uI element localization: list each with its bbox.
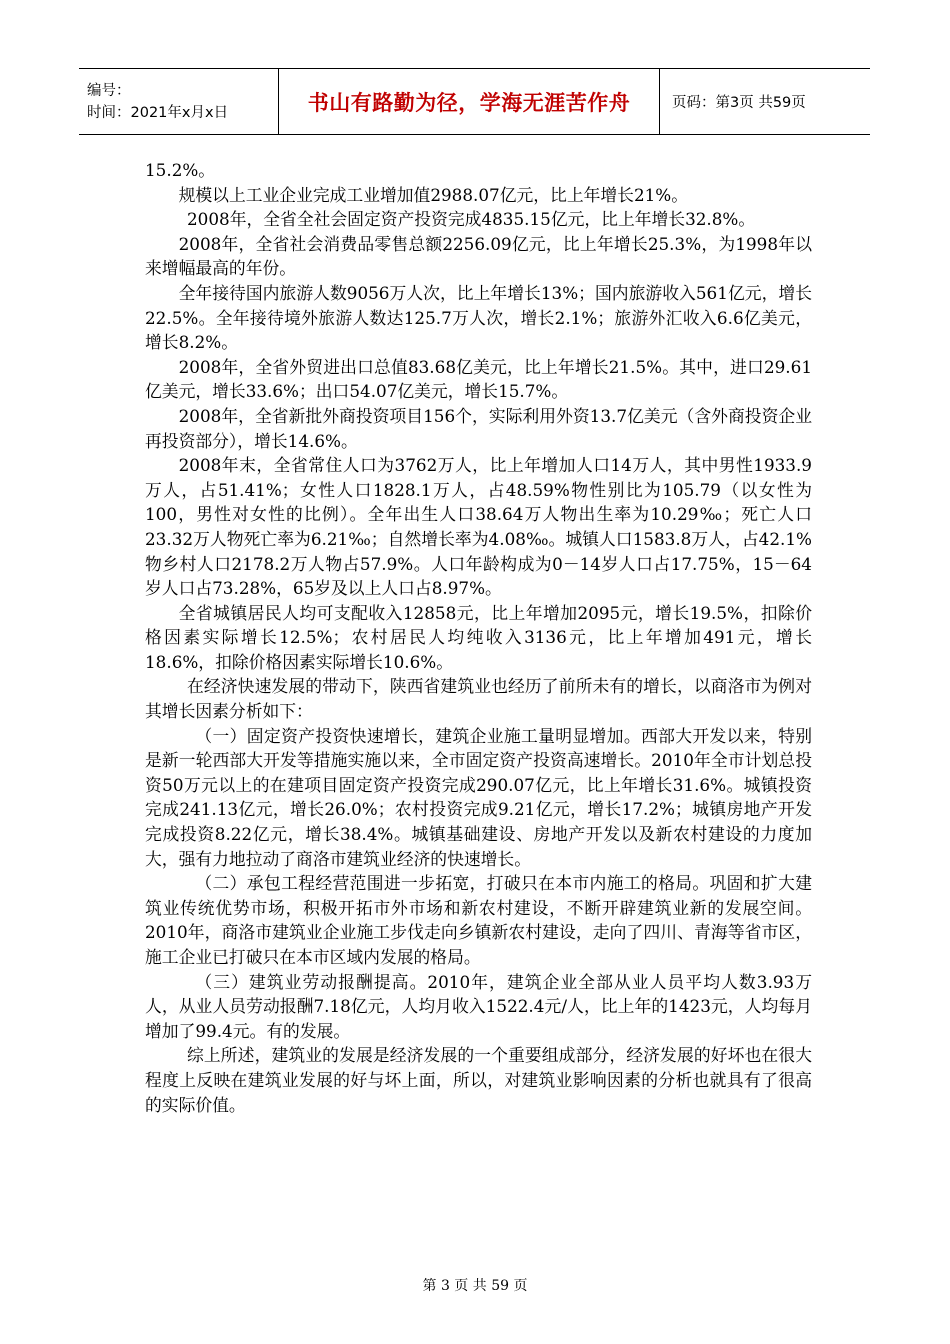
document-time-label: 时间：2021年x月x日 [87,104,229,121]
page-header [79,68,870,135]
header-page-info-cell [660,69,870,134]
header-motto: 书山有路勤为径，学海无涯苦作舟 [307,90,631,115]
paragraph: 全省城镇居民人均可支配收入12858元，比上年增加2095元，增长19.5%，扣除价格因素实际增长12.5%；农村居民人均纯收入3136元，比上年增加491元，增长18.6%，扣除价格因素实际增长10.6%。 [145,602,812,672]
paragraph: 综上所述，建筑业的发展是经济发展的一个重要组成部分，经济发展的好坏也在很大程度上反映在建筑业发展的好与坏上面，所以，对建筑业影响因素的分析也就具有了很高的实际价值。 [145,1045,812,1115]
paragraph: 2008年末，全省常住人口为3762万人，比上年增加人口14万人，其中男性1933.9万人，占51.41%；女性人口1828.1万人，占48.59%物性别比为105.79（以女性为100，男性对女性的比例）。全年出生人口38.64万人物出生率为10.29‰；死亡人口23.32万人物死亡率为6.21‰；自然增长率为4.08‰。城镇人口1583.8万人，占42.1%物乡村人口2178.2万人物占57.9%。人口年龄构成为0－14岁人口占17.75%，15－64岁人口占73.28%，65岁及以上人口占8.97%。 [145,455,812,599]
paragraph: 全年接待国内旅游人数9056万人次，比上年增长13%；国内旅游收入561亿元，增长22.5%。全年接待境外旅游人数达125.7万人次，增长2.1%；旅游外汇收入6.6亿美元，增长8.2%。 [145,282,812,353]
header-motto-cell [279,69,660,134]
page-footer: 第 3 页 共 59 页 [422,1278,528,1294]
paragraph: 规模以上工业企业完成工业增加值2988.07亿元，比上年增长21%。 [178,184,689,205]
document-number-label: 编号： [87,82,131,99]
paragraph: 2008年，全省社会消费品零售总额2256.09亿元，比上年增长25.3%，为1998年以来增幅最高的年份。 [145,233,812,279]
paragraph: （二）承包工程经营范围进一步拓宽，打破只在本市内施工的格局。巩固和扩大建筑业传统优势市场，积极开拓市外市场和新农村建设，不断开辟建筑业新的发展空间。2010年，商洛市建筑业企业施工步伐走向乡镇新农村建设，走向了四川、青海等省市区，施工企业已打破只在本市区域内发展的格局。 [145,873,812,967]
paragraph: 在经济快速发展的带动下，陕西省建筑业也经历了前所未有的增长，以商洛市为例对其增长因素分析如下： [145,676,812,722]
paragraph: 2008年，全省外贸进出口总值83.68亿美元，比上年增长21.5%。其中，进口29.61亿美元，增长33.6%；出口54.07亿美元，增长15.7%。 [145,356,812,402]
paragraph: 15.2%。 [145,160,216,180]
paragraph: 2008年，全省全社会固定资产投资完成4835.15亿元，比上年增长32.8%。 [187,209,756,230]
header-meta [79,69,279,134]
paragraph: （一）固定资产投资快速增长，建筑企业施工量明显增加。西部大开发以来，特别是新一轮西部大开发等措施实施以来，全市固定资产投资高速增长。2010年全市计划总投资50万元以上的在建项目固定资产投资完成290.07亿元，比上年增长31.6%。城镇投资完成241.13亿元，增长26.0%；农村投资完成9.21亿元，增长17.2%；城镇房地产开发完成投资8.22亿元，增长38.4%。城镇基础建设、房地产开发以及新农村建设的力度加大，强有力地拉动了商洛市建筑业经济的快速增长。 [145,725,812,869]
document-body [145,158,812,1117]
paragraph: （三）建筑业劳动报酬提高。2010年，建筑企业全部从业人员平均人数3.93万人，从业人员劳动报酬7.18亿元，人均月收入1522.4元/人，比上年的1423元，人均每月增加了99.4元。有的发展。 [145,971,812,1041]
paragraph: 2008年，全省新批外商投资项目156个，实际利用外资13.7亿美元（含外商投资企业再投资部分），增长14.6%。 [145,405,812,451]
header-page-info: 页码：第3页 共59页 [672,95,806,111]
